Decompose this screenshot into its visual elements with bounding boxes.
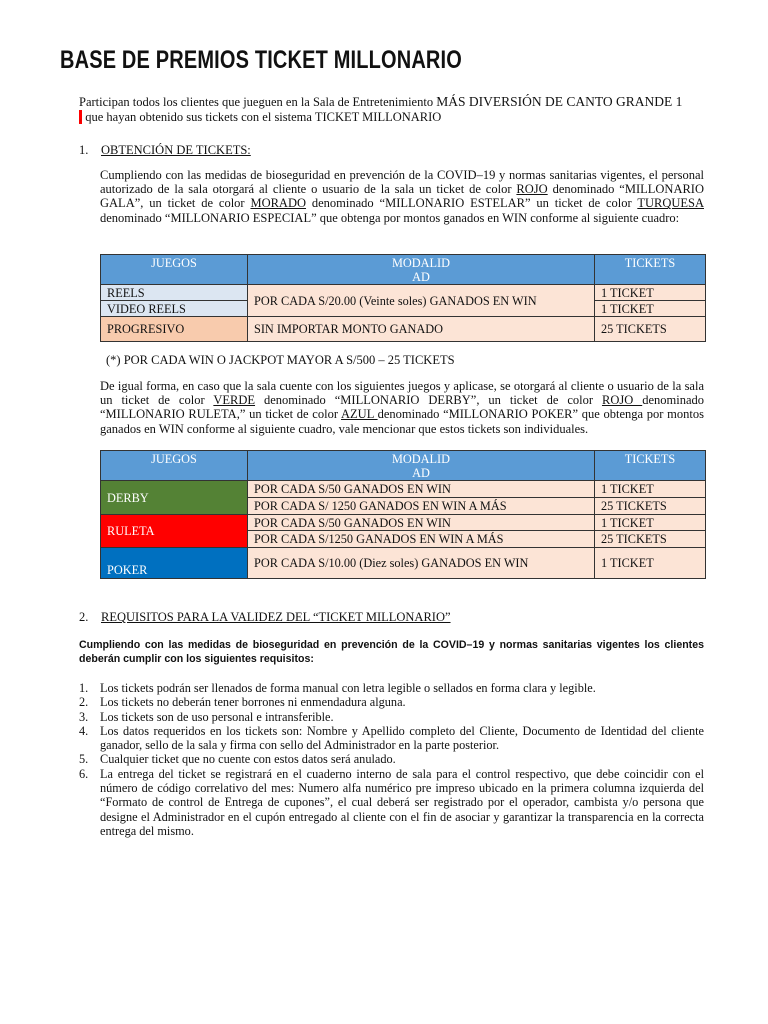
table1-juego-progresivo: PROGRESIVO (101, 317, 248, 342)
section2-lead: Cumpliendo con las medidas de bioseguridad en prevención de la COVID–19 y normas sanitarias vigentes los clientes deberán cumplir con los siguientes requisitos: (79, 639, 704, 665)
item-text: Los tickets son de uso personal e intransferible. (100, 709, 334, 724)
tickets-table-1 (100, 254, 706, 342)
item-number: 1. (79, 681, 89, 695)
s1-text-c: denominado “MILLONARIO ESTELAR” un ticket de color (306, 196, 638, 211)
item-number: 4. (79, 723, 89, 738)
table2-derby-tickets-1: 1 TICKET (595, 481, 706, 498)
table1-header-juegos: JUEGOS (101, 255, 248, 285)
table2-header-modalidad (248, 451, 595, 481)
s1-text-d: denominado “MILLONARIO ESPECIAL” que obtenga por montos ganados en WIN conforme al siguiente cuadro: (100, 210, 680, 225)
document-title: BASE DE PREMIOS TICKET MILLONARIO (60, 46, 462, 74)
table2-derby-modalidad-1: POR CADA S/50 GANADOS EN WIN (248, 481, 595, 498)
intro-sala-name: MÁS DIVERSIÓN DE CANTO GRANDE 1 (436, 94, 683, 109)
table1-modalidad-reels: POR CADA S/20.00 (Veinte soles) GANADOS EN WIN (248, 285, 595, 317)
p2-text-c: denominado “MILLONARIO RULETA,” un ticket de color (100, 393, 704, 422)
table2-ruleta-modalidad-2: POR CADA S/1250 GANADOS EN WIN A MÁS (248, 531, 595, 548)
s1-text-b: denominado “MILLONARIO GALA”, un ticket de color (100, 182, 704, 211)
section2-number: 2. (79, 610, 89, 624)
list-item (79, 724, 704, 753)
list-item (79, 767, 704, 838)
table1-juego-video-reels: VIDEO REELS (101, 301, 248, 317)
s1-text-a: Cumpliendo con las medidas de bioseguridad en prevención de la COVID–19 y normas sanitarias vigentes, el personal autorizado de la sala otorgará al cliente o usuario de la sala un ticket de color (100, 168, 704, 197)
table1-juego-reels: REELS (101, 285, 248, 301)
table1-header-row (101, 255, 706, 285)
item-text: La entrega del ticket se registrará en el cuaderno interno de sala para el control respectivo, que debe coincidir con el número de código correlativo del mes: Numero alfa numérico pre impreso ubicado en la primera columna izquierda del “Formato de control de Entrega de cupones”, el cual deberá ser registrado por el operador, cambista y/o persona que designe el Administrador en el cupón entregado al cliente con el fin de asociar y garantizar la transparencia en la correcta entrega del mismo. (100, 766, 704, 838)
item-number: 6. (79, 766, 89, 781)
table-row (101, 317, 706, 342)
table2-poker-modalidad: POR CADA S/10.00 (Diez soles) GANADOS EN WIN (248, 548, 595, 579)
table2-juego-ruleta: RULETA (101, 515, 248, 548)
p2-text-b: denominado “MILLONARIO DERBY”, un ticket de color (255, 393, 602, 408)
table2-header-tickets: TICKETS (595, 451, 706, 481)
table-row (101, 285, 706, 301)
intro-line1: Participan todos los clientes que jueguen en la Sala de Entretenimiento (79, 95, 437, 109)
table2-ruleta-modalidad-1: POR CADA S/50 GANADOS EN WIN (248, 515, 595, 531)
section1-title: OBTENCIÓN DE TICKETS: (101, 143, 251, 157)
table1-tickets-video-reels: 1 TICKET (595, 301, 706, 317)
table1-modalidad-part1: MODALID (391, 256, 451, 270)
p2-text-a: De igual forma, en caso que la sala cuente con los siguientes juegos y aplicase, se otorgará al cliente o usuario de la sala un ticket de color (100, 379, 704, 408)
table2-juego-poker: POKER (101, 548, 248, 579)
list-item (79, 695, 704, 709)
table2-poker-tickets: 1 TICKET (595, 548, 706, 579)
color-turquesa: TURQUESA (637, 196, 704, 211)
color-rojo-2: ROJO (601, 393, 643, 408)
table-row (101, 548, 706, 579)
table2-derby-tickets-2: 25 TICKETS (595, 498, 706, 515)
color-verde: VERDE (213, 393, 256, 408)
table-row (101, 515, 706, 531)
table2-header-row (101, 451, 706, 481)
item-text: Los tickets podrán ser llenados de forma manual con letra legible o sellados en forma clara y legible. (100, 681, 596, 695)
intro-line2: que hayan obtenido sus tickets con el sistema TICKET MILLONARIO (82, 110, 442, 124)
item-text: Los tickets no deberán tener borrones ni enmendadura alguna. (100, 695, 406, 710)
color-rojo: ROJO (516, 182, 548, 197)
section1-paragraph (100, 168, 704, 225)
table2-modalidad-part1: MODALID (391, 452, 451, 466)
table1-header-tickets: TICKETS (595, 255, 706, 285)
jackpot-note: (*) POR CADA WIN O JACKPOT MAYOR A S/500 – 25 TICKETS (106, 353, 455, 367)
section1-heading (79, 143, 251, 158)
requirements-list (79, 681, 704, 838)
section2-title: REQUISITOS PARA LA VALIDEZ DEL “TICKET MILLONARIO” (101, 610, 451, 624)
table2-juego-derby: DERBY (101, 481, 248, 515)
color-morado: MORADO (250, 196, 307, 211)
p2-text-d: denominado “MILLONARIO POKER” que obtenga por montos ganados en WIN conforme al siguiente cuadro, vale mencionar que estos tickets son individuales. (100, 407, 704, 436)
intro-comma: , (79, 110, 83, 124)
list-item (79, 681, 704, 695)
item-text: Cualquier ticket que no cuente con estos datos será anulado. (100, 752, 396, 767)
table2-header-juegos: JUEGOS (101, 451, 248, 481)
section1-number: 1. (79, 143, 89, 157)
table1-modalidad-progresivo: SIN IMPORTAR MONTO GANADO (248, 317, 595, 342)
table2-ruleta-tickets-1: 1 TICKET (595, 515, 706, 531)
table1-tickets-progresivo: 25 TICKETS (595, 317, 706, 342)
list-item (79, 710, 704, 724)
table2-ruleta-tickets-2: 25 TICKETS (595, 531, 706, 548)
tickets-table-2 (100, 450, 706, 579)
table2-derby-modalidad-2: POR CADA S/ 1250 GANADOS EN WIN A MÁS (248, 498, 595, 515)
item-number: 2. (79, 695, 89, 710)
section1-paragraph-2 (100, 379, 704, 436)
item-text: Los datos requeridos en los tickets son: Nombre y Apellido completo del Cliente, Documento de Identidad del cliente ganador, sello de la sala y firma con sello del Administrador en la parte posterior. (100, 723, 704, 753)
table1-header-modalidad (248, 255, 595, 285)
section2-heading (79, 610, 451, 625)
intro-paragraph (79, 94, 709, 125)
item-number: 5. (79, 752, 89, 767)
list-item (79, 752, 704, 766)
item-number: 3. (79, 709, 89, 724)
table2-modalidad-part2: AD (412, 466, 430, 480)
table1-tickets-reels: 1 TICKET (595, 285, 706, 301)
table1-modalidad-part2: AD (412, 270, 430, 284)
color-azul: AZUL (341, 407, 378, 422)
table-row (101, 481, 706, 498)
